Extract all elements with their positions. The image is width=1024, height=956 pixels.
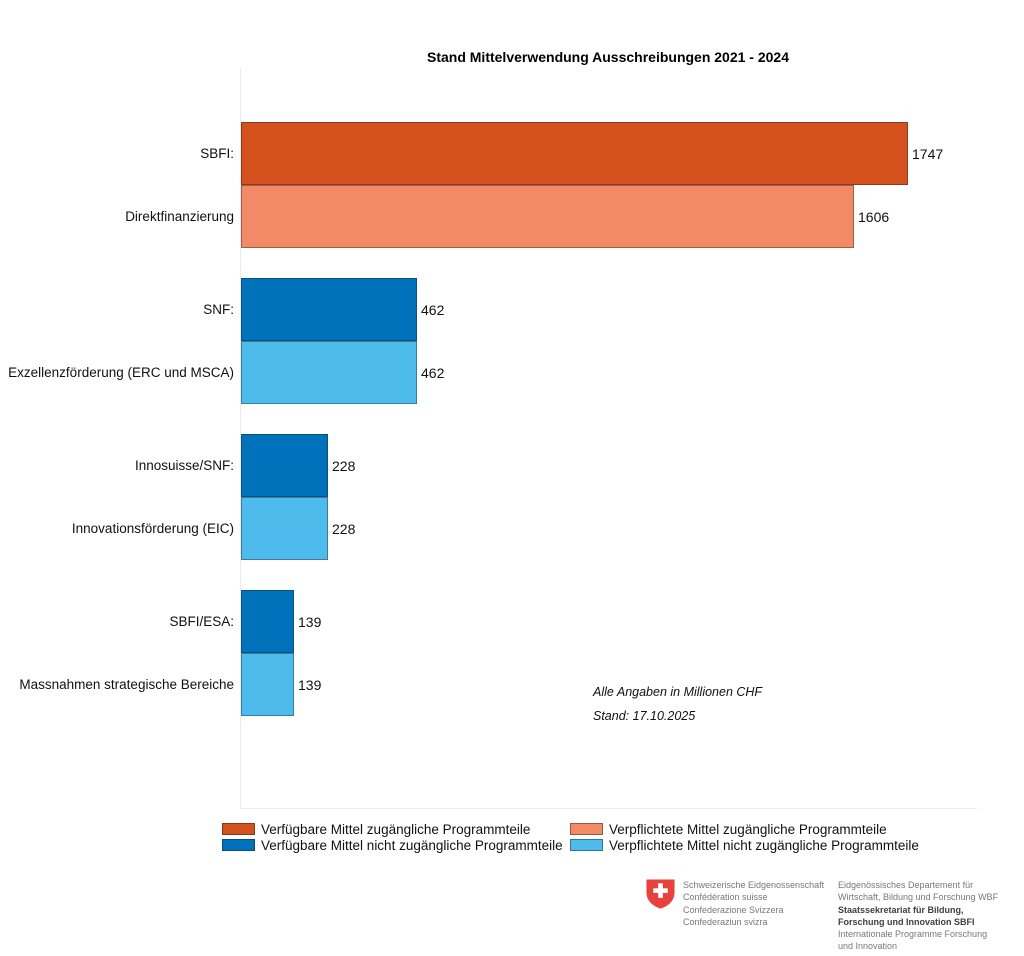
bar-massnahmen-strategische-bereiche xyxy=(241,653,294,716)
unit-annotation: Alle Angaben in Millionen CHF xyxy=(593,685,763,699)
category-label-sbfi-esa: SBFI/ESA: xyxy=(169,614,234,629)
legend-swatch-2 xyxy=(222,839,255,851)
category-label-direktfinanzierung: Direktfinanzierung xyxy=(125,209,234,224)
legend-item-1 xyxy=(570,821,919,837)
department-name-block xyxy=(838,879,998,953)
confederation-line-3: Confederaziun svizra xyxy=(683,916,768,927)
legend-swatch-3 xyxy=(570,839,603,851)
confederation-name-block xyxy=(683,879,824,928)
department-line-5: und Innovation xyxy=(838,941,898,952)
department-line-1: Wirtschaft, Bildung und Forschung WBF xyxy=(838,892,999,903)
category-label-exzellenzf-rderung-erc-und-msca: Exzellenzförderung (ERC und MSCA) xyxy=(8,365,234,380)
swiss-cross-logo-icon xyxy=(645,878,676,910)
bar-innosuisse-snf xyxy=(241,434,328,497)
confederation-line-1: Confédération suisse xyxy=(683,892,768,903)
bar-value-label-sbfi-esa: 139 xyxy=(298,613,322,630)
department-line-2: Staatssekretariat für Bildung, xyxy=(838,904,964,915)
bar-value-label-exzellenzf-rderung-erc-und-msca: 462 xyxy=(421,364,445,381)
bar-value-label-sbfi: 1747 xyxy=(912,145,944,162)
chart-title: Stand Mittelverwendung Ausschreibungen 2021 - 2024 xyxy=(426,49,790,65)
chart-legend xyxy=(222,821,919,853)
legend-item-0 xyxy=(222,821,570,837)
category-label-sbfi: SBFI: xyxy=(200,146,234,161)
category-label-innosuisse-snf: Innosuisse/SNF: xyxy=(134,458,234,473)
department-line-0: Eidgenössisches Departement für xyxy=(838,880,974,890)
bar-value-label-direktfinanzierung: 1606 xyxy=(858,208,890,225)
legend-label-1: Verpflichtete Mittel zugängliche Programmteile xyxy=(609,821,887,837)
legend-item-3 xyxy=(570,837,919,853)
category-label-massnahmen-strategische-bereiche: Massnahmen strategische Bereiche xyxy=(19,677,234,692)
bar-snf xyxy=(241,278,417,341)
legend-swatch-1 xyxy=(570,823,603,835)
bar-value-label-snf: 462 xyxy=(421,301,445,318)
bar-value-label-innosuisse-snf: 228 xyxy=(332,457,356,474)
date-annotation: Stand: 17.10.2025 xyxy=(593,709,696,723)
department-line-3: Forschung und Innovation SBFI xyxy=(838,916,975,927)
department-line-4: Internationale Programme Forschung xyxy=(838,929,988,940)
legend-swatch-0 xyxy=(222,823,255,835)
confederation-line-0: Schweizerische Eidgenossenschaft xyxy=(683,880,825,890)
confederation-line-2: Confederazione Svizzera xyxy=(683,904,784,915)
bar-exzellenzf-rderung-erc-und-msca xyxy=(241,341,417,404)
bar-direktfinanzierung xyxy=(241,185,854,248)
bar-value-label-innovationsf-rderung-eic: 228 xyxy=(332,520,356,537)
legend-label-3: Verpflichtete Mittel nicht zugängliche Programmteile xyxy=(609,837,919,853)
category-label-snf: SNF: xyxy=(203,302,234,317)
category-label-innovationsf-rderung-eic: Innovationsförderung (EIC) xyxy=(71,521,234,536)
bar-innovationsf-rderung-eic xyxy=(241,497,328,560)
bar-value-label-massnahmen-strategische-bereiche: 139 xyxy=(298,676,322,693)
bar-sbfi-esa xyxy=(241,590,294,653)
bar-sbfi xyxy=(241,122,908,185)
legend-label-0: Verfügbare Mittel zugängliche Programmteile xyxy=(261,821,531,837)
legend-item-2 xyxy=(222,837,570,853)
legend-label-2: Verfügbare Mittel nicht zugängliche Programmteile xyxy=(261,837,563,853)
